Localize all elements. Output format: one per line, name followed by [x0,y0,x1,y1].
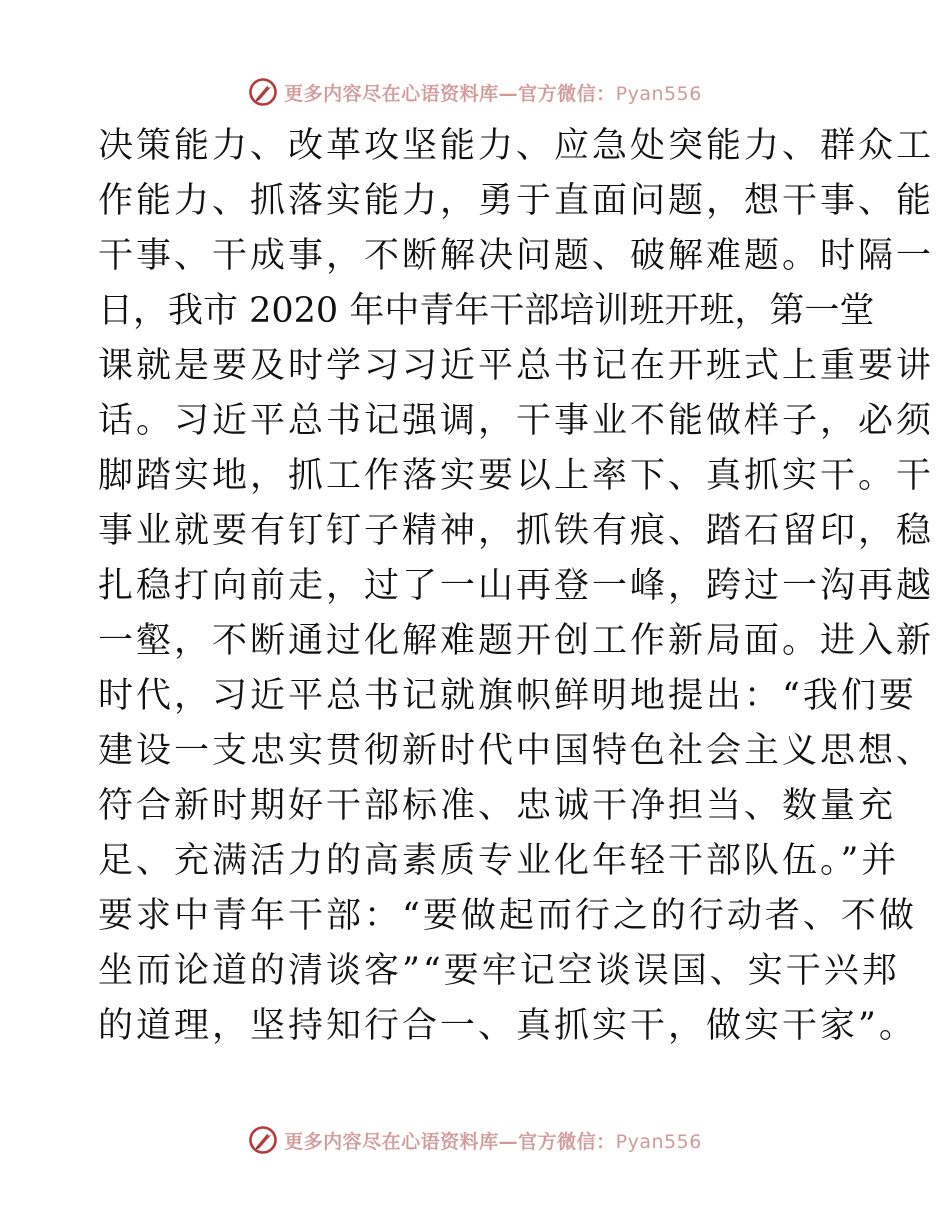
wechat-id: Pyan556 [615,82,702,105]
watermark-label: 更多内容尽在心语资料库—官方微信： [284,1130,616,1153]
body-line: 决策能力、改革攻坚能力、应急处突能力、群众工 [98,126,935,166]
body-line: 时代，习近平总书记就旗帜鲜明地提出：“我们要 [98,676,917,716]
body-line: 符合新时期好干部标准、忠诚干净担当、数量充 [98,786,897,826]
body-line: 脚踏实地，抓工作落实要以上率下、真抓实干。干 [98,456,935,496]
watermark-text [284,79,702,106]
body-line: 要求中青年干部：“要做起而行之的行动者、不做 [98,896,917,936]
brand-logo-icon [248,77,278,107]
wechat-id: Pyan556 [615,1130,702,1153]
body-line: 扎稳打向前走，过了一山再登一峰，跨过一沟再越 [98,566,935,606]
header-watermark [0,72,950,112]
body-line: 课就是要及时学习习近平总书记在开班式上重要讲 [98,346,935,386]
watermark-text [284,1127,702,1154]
body-line: 一壑，不断通过化解难题开创工作新局面。进入新 [98,621,935,661]
body-line: 足、充满活力的高素质专业化年轻干部队伍。”并 [98,841,900,881]
body-line: 建设一支忠实贯彻新时代中国特色社会主义思想、 [98,731,935,771]
body-line: 日，我市 2020 年中青年干部培训班开班，第一堂 [98,291,875,331]
watermark-label: 更多内容尽在心语资料库—官方微信： [284,82,616,105]
footer-watermark [0,1120,950,1160]
body-line: 事业就要有钉钉子精神，抓铁有痕、踏石留印，稳 [98,511,935,551]
brand-logo-icon [248,1125,278,1155]
body-line: 的道理，坚持知行合一、真抓实干，做实干家”。 [98,1006,917,1046]
body-line: 干事、干成事，不断解决问题、破解难题。时隔一 [98,236,935,276]
body-line: 话。习近平总书记强调，干事业不能做样子，必须 [98,401,935,441]
document-body [98,119,935,1054]
body-line: 作能力、抓落实能力，勇于直面问题，想干事、能 [98,181,935,221]
body-line: 坐而论道的清谈客”“要牢记空谈误国、实干兴邦 [98,951,900,991]
